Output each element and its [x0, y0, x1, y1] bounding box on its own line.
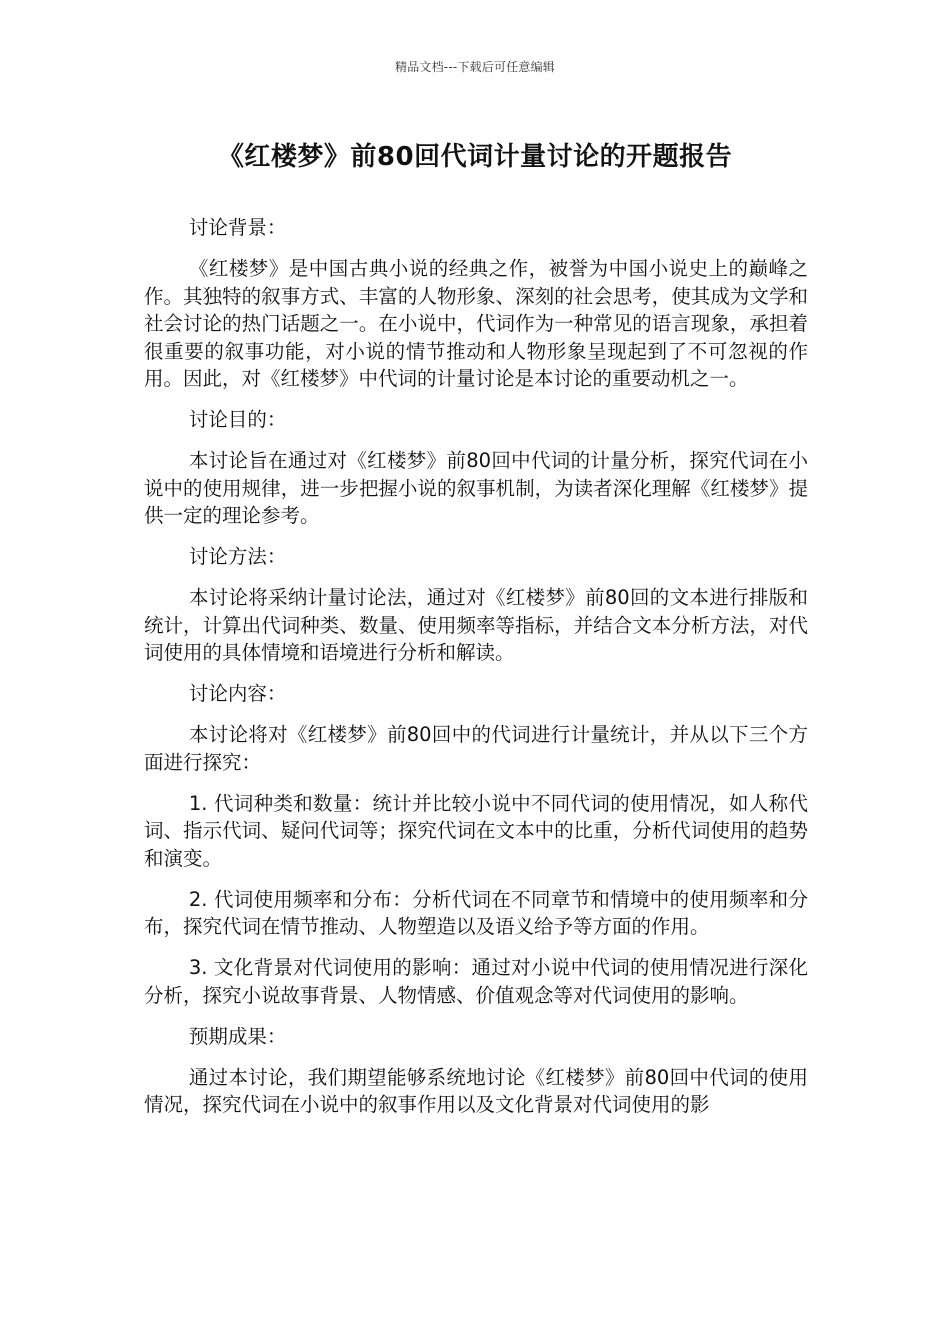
purpose-paragraph: 本讨论旨在通过对《红楼梦》前80回中代词的计量分析，探究代词在小说中的使用规律，进一步把握小说的叙事机制，为读者深化理解《红楼梦》提供一定的理论参考。	[144, 449, 808, 527]
content-item-3: 3. 文化背景对代词使用的影响：通过对小说中代词的使用情况进行深化分析，探究小说故事背景、人物情感、价值观念等对代词使用的影响。	[144, 956, 808, 1007]
content-item-1: 1. 代词种类和数量：统计并比较小说中不同代词的使用情况，如人称代词、指示代词、疑问代词等；探究代词在文本中的比重，分析代词使用的趋势和演变。	[144, 791, 808, 870]
document-body	[144, 214, 808, 1132]
document-title: 《红楼梦》前80回代词计量讨论的开题报告	[217, 142, 733, 172]
method-paragraph: 本讨论将采纳计量讨论法，通过对《红楼梦》前80回的文本进行排版和统计，计算出代词种类、数量、使用频率等指标，并结合文本分析方法，对代词使用的具体情境和语境进行分析和解读。	[144, 586, 808, 664]
method-heading: 讨论方法：	[188, 545, 287, 568]
purpose-heading: 讨论目的：	[188, 408, 287, 431]
header-note: 精品文档---下载后可任意编辑	[395, 60, 555, 74]
content-paragraph: 本讨论将对《红楼梦》前80回中的代词进行计量统计，并从以下三个方面进行探究：	[144, 723, 808, 774]
results-heading: 预期成果：	[188, 1024, 287, 1048]
content-heading: 讨论内容：	[188, 682, 287, 705]
content-item-2: 2. 代词使用频率和分布：分析代词在不同章节和情境中的使用频率和分布，探究代词在情节推动、人物塑造以及语义给予等方面的作用。	[144, 887, 808, 938]
background-paragraph: 《红楼梦》是中国古典小说的经典之作，被誉为中国小说史上的巅峰之作。其独特的叙事方式、丰富的人物形象、深刻的社会思考，使其成为文学和社会讨论的热门话题之一。在小说中，代词作为一种常见的语言现象，承担着很重要的叙事功能，对小说的情节推动和人物形象呈现起到了不可忽视的作用。因此，对《红楼梦》中代词的计量讨论是本讨论的重要动机之一。	[144, 257, 808, 390]
results-paragraph: 通过本讨论，我们期望能够系统地讨论《红楼梦》前80回中代词的使用情况，探究代词在小说中的叙事作用以及文化背景对代词使用的影	[144, 1065, 808, 1116]
background-heading: 讨论背景：	[188, 216, 287, 239]
